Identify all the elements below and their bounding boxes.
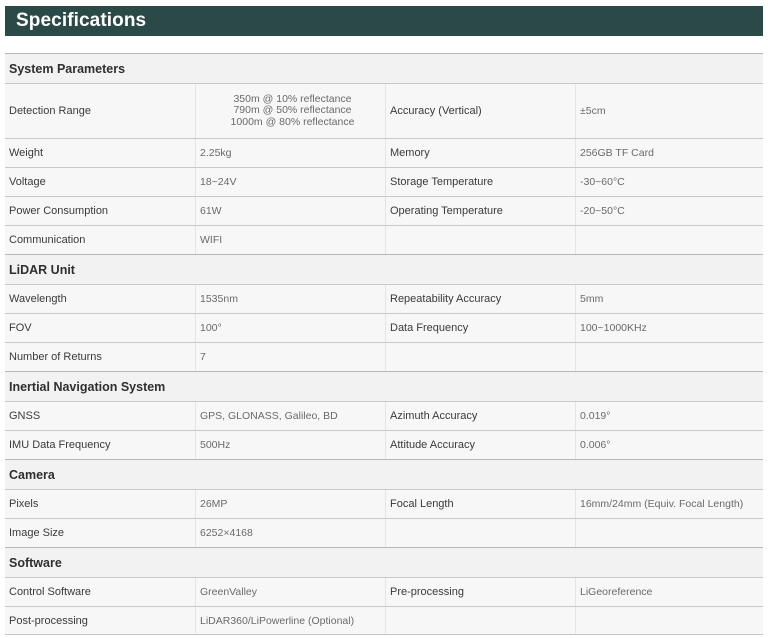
spec-label: Focal Length <box>385 490 575 518</box>
spec-label: Voltage <box>9 176 46 188</box>
spec-label: Control Software <box>9 586 91 598</box>
spec-label: Repeatability Accuracy <box>385 285 575 313</box>
spec-label: Power Consumption <box>9 205 109 217</box>
section-header-system-parameters <box>5 53 763 83</box>
table-row <box>5 83 763 138</box>
spec-label: GNSS <box>9 410 41 422</box>
spec-value: 18~24V <box>195 168 385 196</box>
spec-value: 7 <box>195 343 385 371</box>
table-row <box>5 196 763 225</box>
spec-label: Storage Temperature <box>385 168 575 196</box>
spec-label: IMU Data Frequency <box>9 439 111 451</box>
spec-value: 2.25kg <box>195 139 385 167</box>
spec-value: GPS, GLONASS, Galileo, BD <box>195 402 385 430</box>
spec-value <box>575 607 763 634</box>
spec-label: Weight <box>9 147 44 159</box>
table-row <box>5 518 763 547</box>
table-row <box>5 167 763 196</box>
section-title: Inertial Navigation System <box>9 380 166 394</box>
spec-label: Pre-processing <box>385 578 575 606</box>
section-title: Camera <box>9 468 55 482</box>
section-header-inertial-navigation <box>5 371 763 401</box>
section-title: Software <box>9 556 62 570</box>
spec-value: -20~50°C <box>575 197 763 225</box>
section-header-camera <box>5 459 763 489</box>
spec-value: 0.019° <box>575 402 763 430</box>
spec-value: 256GB TF Card <box>575 139 763 167</box>
spec-label <box>385 343 575 371</box>
section-header-lidar-unit <box>5 254 763 284</box>
spec-value: 16mm/24mm (Equiv. Focal Length) <box>575 490 763 518</box>
table-row <box>5 577 763 606</box>
spec-value <box>575 226 763 254</box>
spec-value-line: 1000m @ 80% reflectance <box>230 115 355 128</box>
spec-value: 100° <box>195 314 385 342</box>
spec-label: Accuracy (Vertical) <box>385 84 575 138</box>
spec-label: Detection Range <box>9 105 91 117</box>
table-row <box>5 138 763 167</box>
spec-label: Communication <box>9 234 86 246</box>
spec-label: Wavelength <box>9 293 67 305</box>
spec-value <box>195 84 385 138</box>
spec-value: 0.006° <box>575 431 763 459</box>
table-row <box>5 284 763 313</box>
spec-label: Data Frequency <box>385 314 575 342</box>
spec-value: 26MP <box>195 490 385 518</box>
table-row <box>5 313 763 342</box>
spec-value <box>575 343 763 371</box>
spec-label: Operating Temperature <box>385 197 575 225</box>
spec-label <box>385 519 575 547</box>
spec-value: -30~60°C <box>575 168 763 196</box>
spec-value: 1535nm <box>195 285 385 313</box>
spec-value-line: 790m @ 50% reflectance <box>233 104 352 117</box>
spec-value: WIFI <box>195 226 385 254</box>
spec-value: LiGeoreference <box>575 578 763 606</box>
table-row <box>5 430 763 459</box>
spec-value: ±5cm <box>575 84 763 138</box>
spec-value: 500Hz <box>195 431 385 459</box>
spec-value: LiDAR360/LiPowerline (Optional) <box>195 607 385 634</box>
page-title: Specifications <box>16 10 147 31</box>
spec-value-line: 350m @ 10% reflectance <box>233 92 352 105</box>
table-row <box>5 401 763 430</box>
spec-label: Pixels <box>9 498 39 510</box>
table-row <box>5 225 763 254</box>
spec-label <box>385 607 575 634</box>
spec-value: 5mm <box>575 285 763 313</box>
spec-value: 6252×4168 <box>195 519 385 547</box>
spec-label: Azimuth Accuracy <box>385 402 575 430</box>
spec-label: Memory <box>385 139 575 167</box>
table-row <box>5 342 763 371</box>
spec-value <box>575 519 763 547</box>
section-header-software <box>5 547 763 577</box>
spec-label: Image Size <box>9 527 65 539</box>
section-title: LiDAR Unit <box>9 263 75 277</box>
spec-label: Number of Returns <box>9 351 102 363</box>
spec-value: 100~1000KHz <box>575 314 763 342</box>
specifications-table <box>5 53 763 635</box>
page-header <box>5 6 763 36</box>
spec-value: 61W <box>195 197 385 225</box>
spec-label: Attitude Accuracy <box>385 431 575 459</box>
table-row <box>5 489 763 518</box>
section-title: System Parameters <box>9 62 126 76</box>
spec-value: GreenValley <box>195 578 385 606</box>
spec-label: Post-processing <box>9 614 88 627</box>
table-row <box>5 606 763 635</box>
spec-label <box>385 226 575 254</box>
spec-label: FOV <box>9 322 32 334</box>
